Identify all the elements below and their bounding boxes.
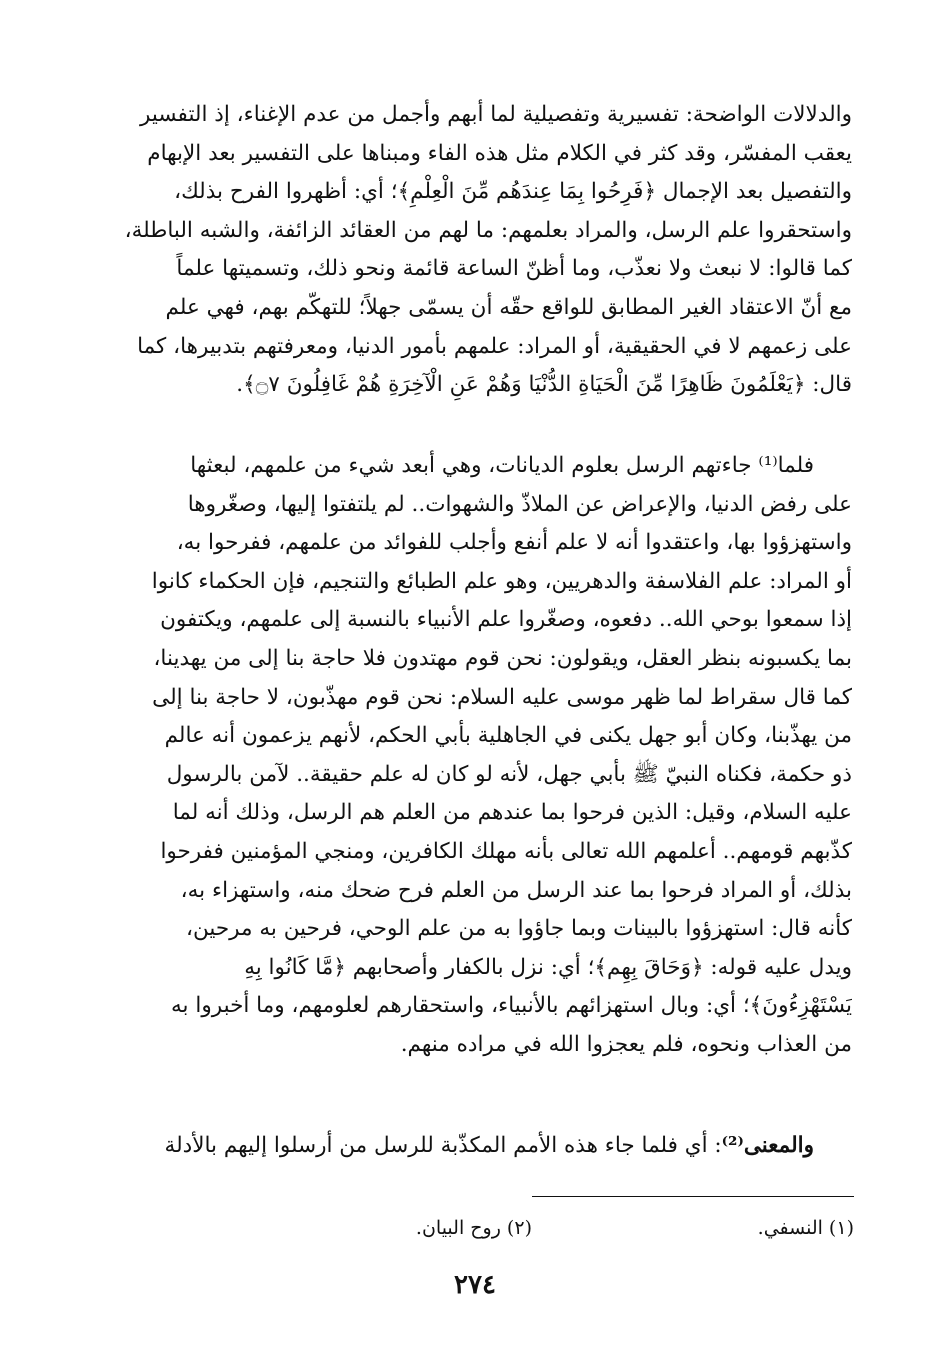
text-line: ذو حكمة، فكناه النبيّ ﷺ بأبي جهل، لأنه لو كان له علم حقيقة.. لآمن بالرسول: [166, 761, 852, 787]
text-line: بما يكسبونه بنظر العقل، ويقولون: نحن قوم مهتدون فلا حاجة بنا إلى من يهدينا،: [153, 645, 852, 671]
text-line: أو المراد: علم الفلاسفة والدهريين، وهو علم الطبائع والتنجيم، فإن الحكماء كانوا: [151, 568, 852, 594]
paragraph-1: [92, 96, 852, 405]
text-line: والدلالات الواضحة: تفسيرية وتفصيلية لما أبهم وأجمل من عدم الإغناء، إذ التفسير: [140, 102, 852, 127]
page-number: ٢٧٤: [454, 1270, 496, 1300]
text-line: [92, 1127, 852, 1166]
text-line: واستهزؤوا بها، واعتقدوا أنه لا علم أنفع وأجلب للفوائد من علمهم، ففرحوا به،: [176, 530, 852, 556]
footnotes: [294, 1213, 854, 1243]
text-line: ويدل عليه قوله: ﴿وَحَاقَ بِهِم﴾؛ أي: نزل بالكفار وأصحابهم ﴿مَّا كَانُوا بِهِ: [244, 954, 852, 980]
text-line: كما قالوا: لا نبعث ولا نعذّب، وما أظنّ الساعة قائمة ونحو ذلك، وتسميتها علماً: [176, 256, 852, 282]
text-line: من العذاب ونحوه، فلم يعجزوا الله في مراده منهم.: [400, 1031, 852, 1057]
text-line: والتفصيل بعد الإجمال ﴿فَرِحُوا بِمَا عِندَهُم مِّنَ الْعِلْمِ﴾؛ أي: أظهروا الفرح بذلك،: [174, 179, 852, 205]
paragraph-2: [92, 447, 852, 1065]
footnote-separator: [532, 1196, 854, 1197]
text-line: قال: ﴿يَعْلَمُونَ ظَاهِرًا مِّنَ الْحَيَاةِ الدُّنْيَا وَهُمْ عَنِ الْآخِرَةِ هُمْ غَافِلُونَ ۝٧﴾.: [236, 372, 852, 398]
text-line: مع أنّ الاعتقاد الغير المطابق للواقع حقّه أن يسمّى جهلاً؛ للتهكّم بهم، فهي علم: [165, 294, 852, 320]
text-line: بذلك، أو المراد فرحوا بما عند الرسل من العلم فرح ضحك منه، واستهزاء به،: [180, 877, 852, 903]
text-line: كما قال سقراط لما ظهر موسى عليه السلام: نحن قوم مهذّبون، لا حاجة بنا إلى: [152, 684, 852, 710]
text-line: فلما⁽¹⁾ جاءتهم الرسل بعلوم الديانات، وهي أبعد شيء من علمهم، لبعثها: [190, 453, 814, 478]
text-line: واستحقروا علم الرسل، والمراد بعلمهم: ما لهم من العقائد الزائفة، والشبه الباطلة،: [124, 217, 852, 243]
text-line: كأنه قال: استهزؤوا بالبينات وبما جاؤوا به من علم الوحي، فرحين به مرحين،: [186, 916, 852, 942]
text-line: كذّبهم قومهم.. أعلمهم الله تعالى بأنه مهلك الكافرين، ومنجي المؤمنين ففرحوا: [160, 838, 852, 864]
text-line: يعقب المفسّر، وقد كثر في الكلام مثل هذه الفاء ومبناها على التفسير بعد الإبهام: [147, 140, 852, 166]
paragraph-3: [92, 1127, 852, 1166]
text-line: على زعمهم لا في الحقيقية، أو المراد: علمهم بأمور الدنيا، ومعرفتهم بتدبيرها، كما: [137, 333, 852, 359]
footnote-1: (١) النسفي.: [757, 1217, 854, 1239]
text-line-rest: : أي فلما جاء هذه الأمم المكذّبة للرسل من أرسلوا إليهم بالأدلة: [164, 1133, 722, 1158]
text-line: على رفض الدنيا، والإعراض عن الملاذّ والشهوات.. لم يلتفتوا إليها، وصغّروها: [187, 491, 852, 517]
text-line: إذا سمعوا بوحي الله.. دفعوه، وصغّروا علم الأنبياء بالنسبة إلى علمهم، ويكتفون: [160, 607, 852, 633]
text-line: من يهذّبنا، وكان أبو جهل يكنى في الجاهلية بأبي الحكم، لأنهم يزعمون أنه عالم: [164, 723, 852, 749]
footnote-2: (٢) روح البيان.: [415, 1217, 532, 1239]
text-line: يَسْتَهْزِءُونَ﴾؛ أي: وبال استهزائهم بالأنبياء، واستحقارهم لعلومهم، وما أخبروا به: [171, 993, 852, 1019]
text-line: عليه السلام، وقيل: الذين فرحوا بما عندهم من العلم هم الرسل، وذلك أنه لما: [172, 800, 852, 826]
bold-lead-word: والمعنى⁽²⁾: [721, 1133, 814, 1158]
